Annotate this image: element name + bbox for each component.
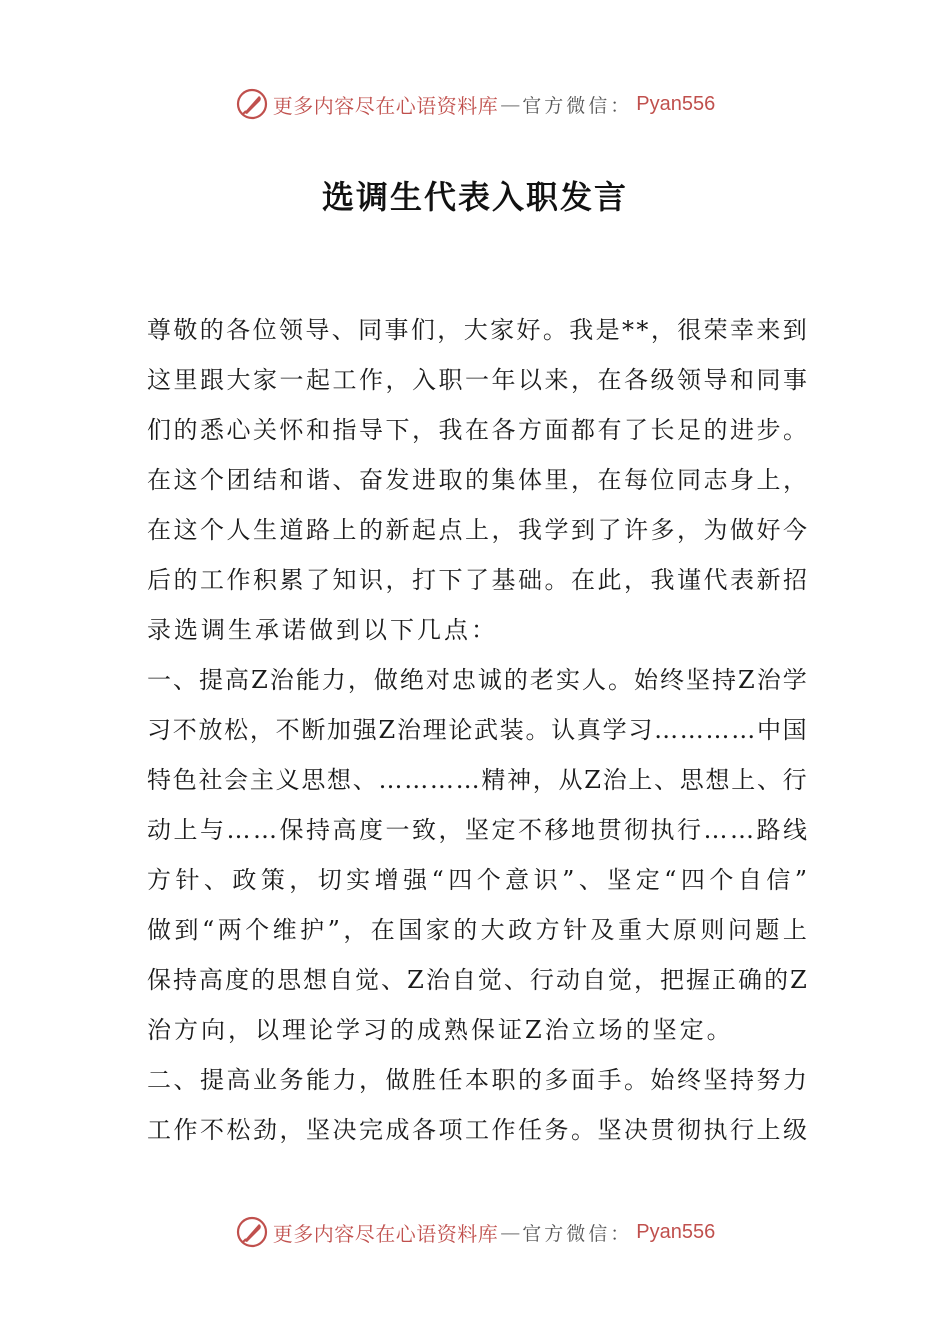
- body-line: 保 持 高 度 的 思 想 自 觉 、 Z 治 自 觉 、 行 动 自 觉 ， 把 握 正 确 的 Z: [147, 966, 807, 994]
- body-line: 这 里 跟 大 家 一 起 工 作 ， 入 职 一 年 以 来 ， 在 各 级 领 导 和 同 事: [147, 366, 807, 394]
- quill-logo-icon: [235, 87, 269, 121]
- body-line: 尊 敬 的 各 位 领 导 、 同 事 们 ， 大 家 好 。 我 是 * * ， 很 荣 幸 来 到: [147, 316, 807, 344]
- footer-banner: [0, 1212, 950, 1252]
- header-wechat-label: 官方微信：: [522, 94, 633, 117]
- footer-separator: —: [500, 1220, 521, 1244]
- footer-wechat-id: Pyan556: [636, 1220, 716, 1243]
- body-line: 工 作 不 松 劲 ， 坚 决 完 成 各 项 工 作 任 务 。 坚 决 贯 彻 执 行 上 级: [147, 1116, 807, 1144]
- document-body: [147, 305, 807, 1155]
- body-line: 们 的 悉 心 关 怀 和 指 导 下 ， 我 在 各 方 面 都 有 了 长 足 的 进 步 。: [147, 416, 807, 444]
- footer-brand-text: 更多内容尽在心语资料库: [272, 1221, 499, 1246]
- footer-wechat-label: 官方微信：: [522, 1222, 633, 1245]
- quill-logo-icon: [235, 1215, 269, 1249]
- body-line: 录选调生承诺做到以下几点：: [147, 616, 498, 644]
- body-line: 做 到 “ 两 个 维 护 ” ， 在 国 家 的 大 政 方 针 及 重 大 原 则 问 题 上: [147, 916, 807, 944]
- body-line: 在 这 个 人 生 道 路 上 的 新 起 点 上 ， 我 学 到 了 许 多 ， 为 做 好 今: [147, 516, 807, 544]
- body-line: 后 的 工 作 积 累 了 知 识 ， 打 下 了 基 础 。 在 此 ， 我 谨 代 表 新 招: [147, 566, 807, 594]
- header-banner: [0, 84, 950, 124]
- body-line: 在 这 个 团 结 和 谐 、 奋 发 进 取 的 集 体 里 ， 在 每 位 同 志 身 上 ，: [147, 466, 807, 494]
- body-line: 动 上 与 … … 保 持 高 度 一 致 ， 坚 定 不 移 地 贯 彻 执 行 … … 路 线: [147, 816, 807, 844]
- header-separator: —: [500, 92, 521, 116]
- header-brand-text: 更多内容尽在心语资料库: [272, 93, 499, 118]
- body-line: 治方向，以理论学习的成熟保证Z治立场的坚定。: [147, 1016, 734, 1044]
- body-line: 方 针 、 政 策 ， 切 实 增 强 “ 四 个 意 识 ” 、 坚 定 “ 四 个 自 信 ”: [147, 866, 807, 894]
- body-line: 二 、 提 高 业 务 能 力 ， 做 胜 任 本 职 的 多 面 手 。 始 终 坚 持 努 力: [147, 1066, 807, 1094]
- document-title: 选调生代表入职发言: [321, 178, 628, 216]
- body-line: 特 色 社 会 主 义 思 想 、 … … … … 精 神 ， 从 Z 治 上 、 思 想 上 、 行: [147, 766, 807, 794]
- body-line: 一 、 提 高 Z 治 能 力 ， 做 绝 对 忠 诚 的 老 实 人 。 始 终 坚 持 Z 治 学: [147, 666, 807, 694]
- body-line: 习 不 放 松 ， 不 断 加 强 Z 治 理 论 武 装 。 认 真 学 习 … … … … 中 国: [147, 716, 807, 744]
- header-wechat-id: Pyan556: [636, 92, 716, 115]
